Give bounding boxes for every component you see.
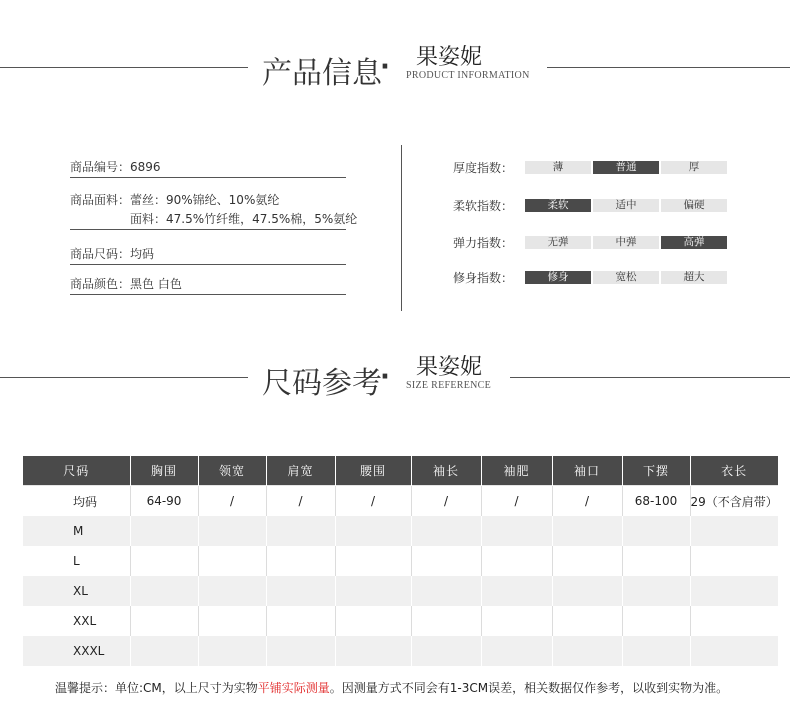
product-info-title: 产品信息	[262, 56, 382, 91]
heading-rule-left-2	[0, 377, 248, 378]
fabric-line-1: 商品面料：蕾丝：90%锦纶、10%氨纶	[70, 193, 280, 207]
heading-rule-right	[547, 67, 790, 68]
index-option: 柔软	[525, 199, 591, 212]
index-option: 薄	[525, 161, 591, 174]
table-cell	[266, 546, 335, 576]
table-cell	[481, 546, 552, 576]
table-row	[23, 486, 778, 517]
table-cell	[552, 576, 622, 606]
brand-name-2: 果姿妮	[416, 355, 483, 380]
column-header: 尺码	[23, 456, 130, 486]
index-option: 无弹	[525, 236, 591, 249]
table-cell	[622, 516, 690, 546]
table-cell	[335, 516, 411, 546]
note-suffix: 。因测量方式不同会有1-3CM误差，相关数据仅作参考，以收到实物为准。	[329, 681, 729, 695]
table-cell	[481, 636, 552, 666]
table-cell	[198, 636, 266, 666]
size-label-cell: 均码	[23, 486, 130, 517]
index-option: 超大	[661, 271, 727, 284]
table-row	[23, 636, 778, 666]
table-cell: /	[481, 486, 552, 517]
index-option: 中弹	[593, 236, 659, 249]
column-header: 袖肥	[481, 456, 552, 486]
column-header: 领宽	[198, 456, 266, 486]
table-cell	[198, 606, 266, 636]
title-dot-2: ·	[380, 362, 390, 392]
product-color-row	[70, 275, 346, 295]
table-cell	[130, 546, 198, 576]
table-cell	[481, 576, 552, 606]
index-option: 厚	[661, 161, 727, 174]
index-option: 高弹	[661, 236, 727, 249]
index-option: 修身	[525, 271, 591, 284]
table-cell	[552, 606, 622, 636]
index-label: 修身指数：	[453, 271, 514, 285]
column-header: 下摆	[622, 456, 690, 486]
table-cell: /	[552, 486, 622, 517]
table-cell	[266, 606, 335, 636]
table-cell	[690, 606, 778, 636]
table-cell	[130, 636, 198, 666]
heading-rule-right-2	[510, 377, 790, 378]
fabric-line-2: 面料：47.5%竹纤维，47.5%棉，5%氨纶	[130, 212, 358, 226]
size-table-header	[23, 456, 778, 486]
table-cell: /	[266, 486, 335, 517]
vertical-divider	[401, 145, 402, 311]
product-size-row	[70, 245, 346, 265]
column-header: 袖长	[411, 456, 481, 486]
table-cell	[266, 636, 335, 666]
column-header: 衣长	[690, 456, 778, 486]
size-label-cell: M	[23, 516, 130, 546]
table-cell	[552, 516, 622, 546]
table-cell	[622, 576, 690, 606]
table-row	[23, 606, 778, 636]
table-cell	[552, 546, 622, 576]
table-cell	[411, 606, 481, 636]
product-color: 商品颜色：黑色 白色	[70, 277, 182, 291]
table-cell: 64-90	[130, 486, 198, 517]
note-highlight: 平铺实际测量	[257, 681, 330, 695]
product-fabric-row	[70, 191, 358, 230]
table-cell	[335, 576, 411, 606]
table-row	[23, 516, 778, 546]
index-label: 厚度指数：	[453, 161, 514, 175]
index-option: 适中	[593, 199, 659, 212]
table-cell	[552, 636, 622, 666]
brand-name: 果姿妮	[416, 45, 483, 70]
index-option: 宽松	[593, 271, 659, 284]
index-option: 偏硬	[661, 199, 727, 212]
table-cell	[690, 546, 778, 576]
table-cell	[130, 606, 198, 636]
table-cell	[198, 546, 266, 576]
table-cell	[411, 636, 481, 666]
table-cell	[266, 576, 335, 606]
table-cell: 68-100	[622, 486, 690, 517]
size-label-cell: XXL	[23, 606, 130, 636]
size-label-cell: XL	[23, 576, 130, 606]
table-cell	[622, 606, 690, 636]
table-cell	[690, 636, 778, 666]
column-header: 袖口	[552, 456, 622, 486]
table-cell	[411, 576, 481, 606]
table-cell: /	[335, 486, 411, 517]
table-cell	[130, 576, 198, 606]
column-header: 肩宽	[266, 456, 335, 486]
table-cell: 29（不含肩带）	[690, 486, 778, 517]
table-row	[23, 546, 778, 576]
size-reference-subtitle: SIZE REFERENCE	[406, 380, 492, 391]
size-label-cell: L	[23, 546, 130, 576]
heading-rule-left	[0, 67, 248, 68]
size-label-cell: XXXL	[23, 636, 130, 666]
product-size: 商品尺码：均码	[70, 247, 155, 261]
table-cell	[198, 516, 266, 546]
column-header: 腰围	[335, 456, 411, 486]
measurement-note	[55, 679, 728, 696]
table-cell	[335, 606, 411, 636]
index-label: 柔软指数：	[453, 199, 514, 213]
table-cell	[690, 516, 778, 546]
table-cell	[622, 636, 690, 666]
product-info-subtitle: PRODUCT INFORMATION	[406, 70, 530, 81]
column-header: 胸围	[130, 456, 198, 486]
table-cell	[690, 576, 778, 606]
title-dot: ·	[380, 52, 390, 82]
table-cell	[266, 516, 335, 546]
table-cell	[411, 546, 481, 576]
product-code: 商品编号：6896	[70, 160, 161, 174]
size-table	[23, 456, 778, 666]
index-option: 普通	[593, 161, 659, 174]
product-code-row	[70, 158, 346, 178]
size-reference-title: 尺码参考	[262, 366, 382, 401]
size-table-body	[23, 486, 778, 667]
table-cell	[130, 516, 198, 546]
table-cell	[481, 606, 552, 636]
table-cell	[622, 546, 690, 576]
table-cell	[335, 546, 411, 576]
table-cell	[481, 516, 552, 546]
table-cell	[198, 576, 266, 606]
table-cell	[411, 516, 481, 546]
table-cell: /	[198, 486, 266, 517]
note-prefix: 温馨提示：单位:CM，以上尺寸为实物	[55, 681, 258, 695]
table-cell	[335, 636, 411, 666]
table-cell: /	[411, 486, 481, 517]
index-label: 弹力指数：	[453, 236, 514, 250]
table-row	[23, 576, 778, 606]
